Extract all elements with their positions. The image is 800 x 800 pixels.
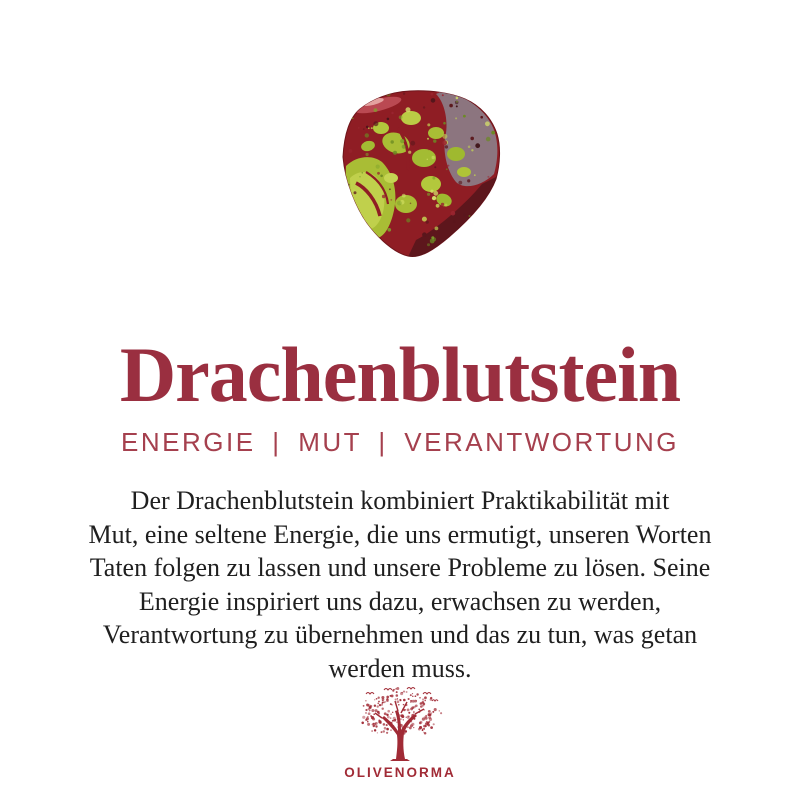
description-line: Der Drachenblutstein kombiniert Praktikabilität mit (130, 486, 670, 515)
description-text (0, 484, 800, 685)
keywords-subtitle: ENERGIE | MUT | VERANTWORTUNG (121, 427, 679, 457)
description-line: Verantwortung zu übernehmen und das zu tun, was getan (102, 620, 698, 649)
olive-tree-logo-icon (357, 687, 443, 761)
description-line: werden muss. (328, 653, 472, 683)
brand-name: OLIVENORMA (344, 765, 456, 780)
description-line: Mut, eine seltene Energie, die uns ermutigt, unseren Worten (88, 519, 712, 549)
description-line: Taten folgen zu lassen und unsere Probleme zu lösen. Seine (89, 553, 711, 582)
stone-name-title: Drachenblutstein (119, 331, 681, 418)
brand-logo (0, 687, 800, 780)
dragon-blood-stone-image (336, 88, 506, 263)
description-line: Energie inspiriert uns dazu, erwachsen zu werden, (138, 586, 662, 616)
